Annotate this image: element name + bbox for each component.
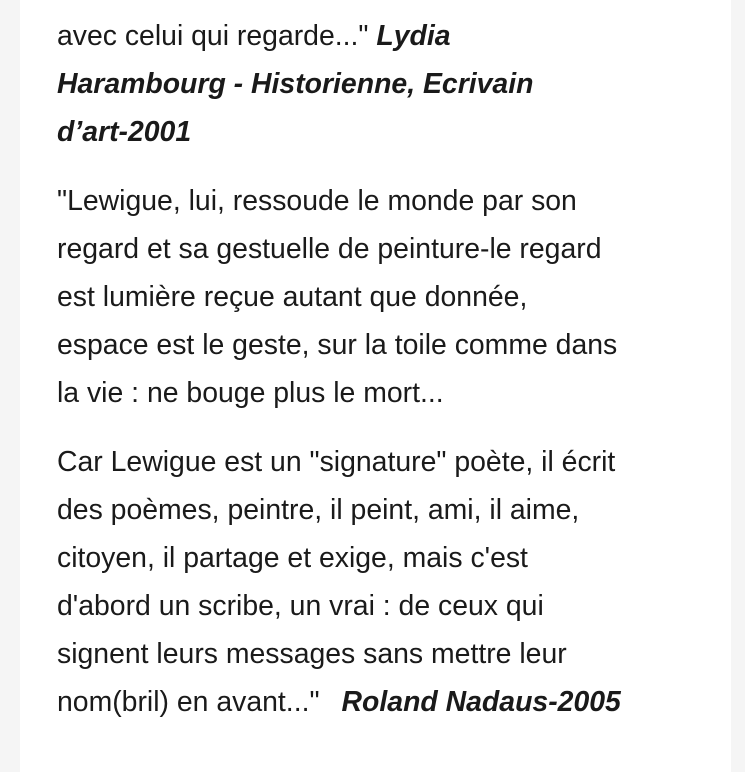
quote-paragraph-3 [57, 438, 621, 726]
quote-1-text: avec celui qui regarde..." [57, 20, 377, 52]
quote-2-line: est lumière reçue autant que donnée, [57, 281, 528, 313]
quote-1-author-part-2: Harambourg - Historienne, Ecrivain [57, 68, 534, 100]
quote-3-line: signent leurs messages sans mettre leur [57, 638, 567, 670]
quote-paragraph-2 [57, 177, 617, 417]
quote-3-last-text: nom(bril) en avant..." [57, 686, 320, 718]
quote-1-author-part-1: Lydia [376, 20, 451, 52]
quote-1-author-part-3: d’art-2001 [57, 116, 192, 148]
quote-2-line: espace est le geste, sur la toile comme dans [57, 329, 618, 361]
quote-paragraph-1 [57, 12, 533, 156]
quote-3-line: des poèmes, peintre, il peint, ami, il aime, [57, 494, 580, 526]
quote-3-line: d'abord un scribe, un vrai : de ceux qui [57, 590, 544, 622]
quote-2-line: "Lewigue, lui, ressoude le monde par son [57, 185, 577, 217]
quote-2-line: regard et sa gestuelle de peinture-le regard [57, 233, 602, 265]
article-page [20, 0, 731, 772]
quote-3-line: Car Lewigue est un "signature" poète, il écrit [57, 446, 616, 478]
quote-1-line-1 [57, 12, 533, 60]
quote-3-author: Roland Nadaus-2005 [341, 686, 621, 718]
quote-3-last-line [57, 678, 621, 726]
quote-3-line: citoyen, il partage et exige, mais c'est [57, 542, 528, 574]
quote-2-line: la vie : ne bouge plus le mort... [57, 377, 444, 409]
